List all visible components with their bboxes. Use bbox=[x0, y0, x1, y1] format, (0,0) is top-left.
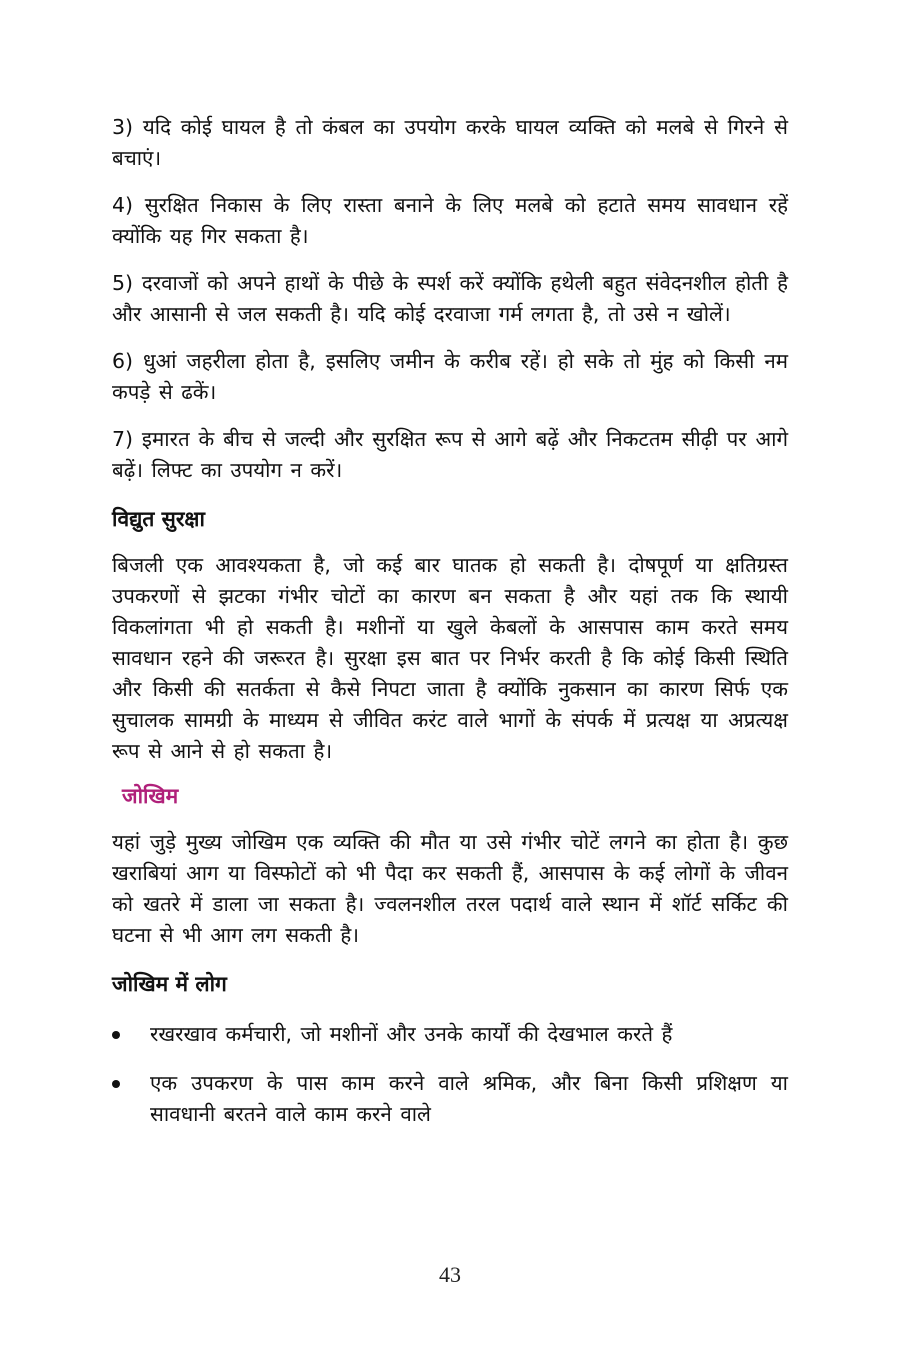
risk-paragraph: यहां जुड़े मुख्य जोखिम एक व्यक्ति की मौत या उसे गंभीर चोटें लगने का होता है। कुछ खराबियां आग या विस्फोटों को भी पैदा कर सकती हैं, आसपास के कई लोगों के जीवन को खतरे में डाला जा सकता है। ज्वलनशील तरल पदार्थ वाले स्थान में शॉर्ट सर्किट की घटना से भी आग लग सकती है। bbox=[112, 830, 788, 947]
numbered-item-7: 7) इमारत के बीच से जल्दी और सुरक्षित रूप से आगे बढ़ें और निकटतम सीढ़ी पर आगे बढ़ें। लिफ्ट का उपयोग न करें। bbox=[112, 427, 788, 482]
numbered-item-5: 5) दरवाजों को अपने हाथों के पीछे के स्पर्श करें क्योंकि हथेली बहुत संवेदनशील होती है और आसानी से जल सकती है। यदि कोई दरवाजा गर्म लगता है, तो उसे न खोलें। bbox=[112, 271, 788, 326]
electrical-safety-paragraph: बिजली एक आवश्यकता है, जो कई बार घातक हो सकती है। दोषपूर्ण या क्षतिग्रस्त उपकरणों से झटका गंभीर चोटों का कारण बन सकता है और यहां तक कि स्थायी विकलांगता भी हो सकती है। मशीनों या खुले केबलों के आसपास काम करते समय सावधान रहने की जरूरत है। सुरक्षा इस बात पर निर्भर करती है कि कोई किसी स्थिति और किसी की सतर्कता से कैसे निपटा जाता है क्योंकि नुकसान का कारण सिर्फ एक सुचालक सामग्री के माध्यम से जीवित करंट वाले भागों के संपर्क में प्रत्यक्ष या अप्रत्यक्ष रूप से आने से हो सकता है। bbox=[112, 553, 788, 763]
electrical-safety-heading: विद्युत सुरक्षा bbox=[112, 507, 205, 531]
people-at-risk-list bbox=[112, 1019, 788, 1130]
numbered-item-6: 6) धुआं जहरीला होता है, इसलिए जमीन के करीब रहें। हो सके तो मुंह को किसी नम कपड़े से ढकें। bbox=[112, 349, 788, 404]
document-page bbox=[112, 112, 788, 1148]
list-item-text: रखरखाव कर्मचारी, जो मशीनों और उनके कार्यों की देखभाल करते हैं bbox=[150, 1022, 673, 1046]
numbered-item-3: 3) यदि कोई घायल है तो कंबल का उपयोग करके घायल व्यक्ति को मलबे से गिरने से बचाएं। bbox=[112, 115, 788, 170]
risk-heading: जोखिम bbox=[122, 784, 179, 808]
people-at-risk-heading: जोखिम में लोग bbox=[112, 972, 227, 996]
page-number: 43 bbox=[439, 1262, 461, 1287]
list-item bbox=[112, 1068, 788, 1130]
list-item-text: एक उपकरण के पास काम करने वाले श्रमिक, और बिना किसी प्रशिक्षण या सावधानी बरतने वाले काम करने वाले bbox=[150, 1071, 788, 1126]
numbered-item-4: 4) सुरक्षित निकास के लिए रास्ता बनाने के लिए मलबे को हटाते समय सावधान रहें क्योंकि यह गिर सकता है। bbox=[112, 193, 788, 248]
bullet-icon bbox=[112, 1080, 120, 1088]
list-item bbox=[112, 1019, 788, 1050]
bullet-icon bbox=[112, 1031, 120, 1039]
